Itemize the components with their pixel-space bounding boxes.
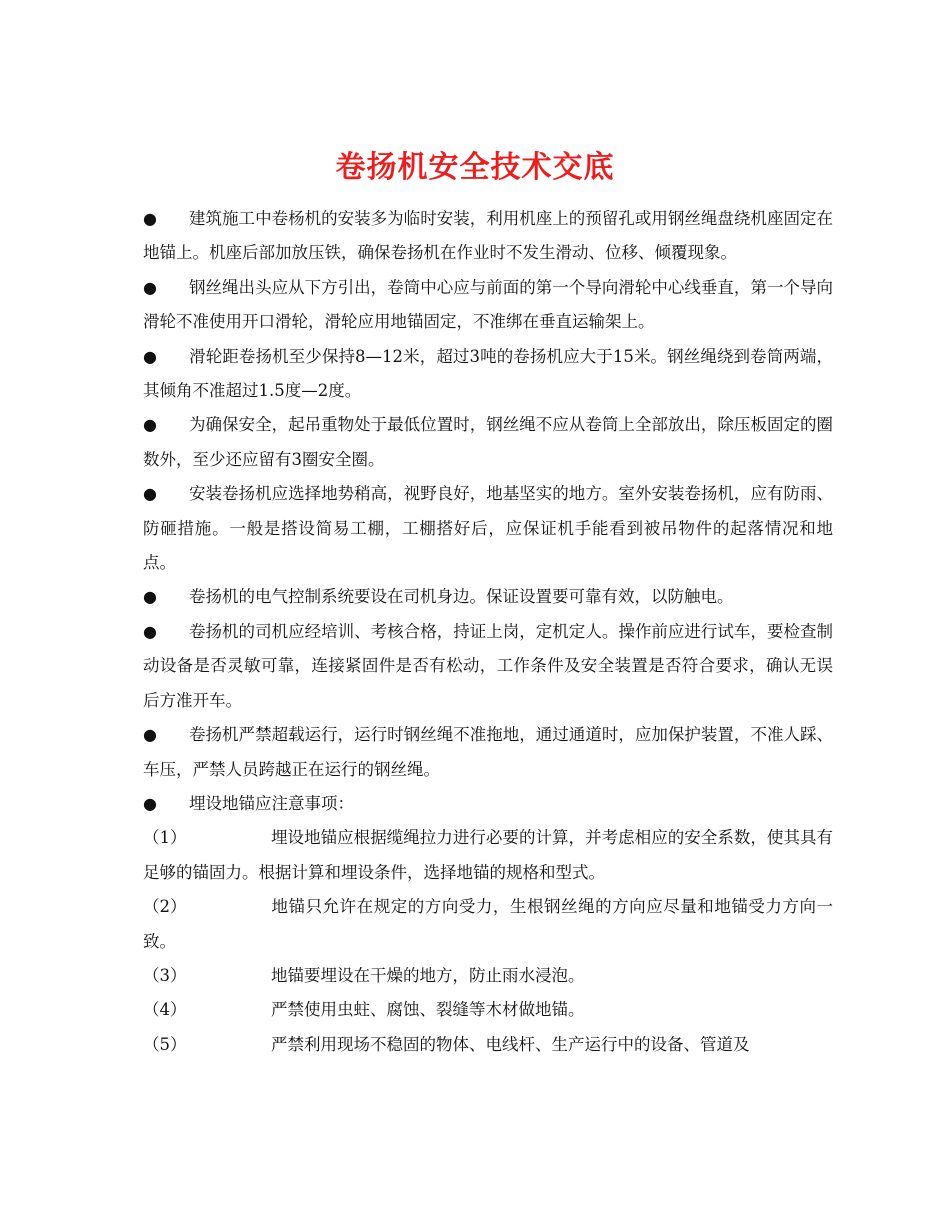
numbered-item [143, 1028, 833, 1062]
numbered-item [143, 890, 833, 959]
bullet-item [143, 271, 833, 340]
bullet-icon: ● [143, 277, 157, 297]
bullet-item [143, 340, 833, 409]
paragraph-text: 建筑施工中卷杨机的安装多为临时安装，利用机座上的预留孔或用钢丝绳盘绕机座固定在地锚上。机座后部加放压铁，确保卷扬机在作业时不发生滑动、位移、倾覆现象。 [143, 209, 833, 263]
item-number: （5） [143, 1034, 187, 1054]
bullet-icon: ● [143, 209, 157, 228]
item-number: （2） [143, 897, 187, 917]
bullet-icon: ● [143, 621, 157, 641]
bullet-item [143, 477, 833, 580]
bullet-icon: ● [143, 484, 157, 504]
paragraph-text: 卷扬机的司机应经培训、考核合格，持证上岗，定机定人。操作前应进行试车，要检查制动设备是否灵敏可靠，连接紧固件是否有松动，工作条件及安全装置是否符合要求，确认无误后方准开车。 [143, 621, 833, 710]
bullet-item [143, 787, 833, 821]
document-title: 卷扬机安全技术交底 [335, 150, 615, 186]
numbered-item [143, 993, 833, 1027]
bullet-icon: ● [143, 725, 157, 745]
paragraph-text: 地锚要埋设在干燥的地方，防止雨水浸泡。 [271, 965, 585, 985]
paragraph-text: 埋设地锚应根据缆绳拉力进行必要的计算，并考虑相应的安全系数，使其具有足够的锚固力。根据计算和埋设条件，选择地锚的规格和型式。 [143, 828, 833, 882]
numbered-item [143, 821, 833, 890]
bullet-item [143, 615, 833, 718]
bullet-icon: ● [143, 415, 157, 435]
bullet-item [143, 580, 833, 614]
bullet-item [143, 408, 833, 477]
bullet-item [143, 718, 833, 787]
paragraph-text: 为确保安全，起吊重物处于最低位置时，钢丝绳不应从卷筒上全部放出，除压板固定的圈数外，至少还应留有3圈安全圈。 [143, 415, 833, 469]
item-number: （1） [143, 828, 187, 848]
bullet-item [143, 202, 833, 271]
paragraph-text: 埋设地锚应注意事项： [189, 793, 354, 813]
paragraph-text: 钢丝绳出头应从下方引出，卷筒中心应与前面的第一个导向滑轮中心线垂直，第一个导向滑轮不准使用开口滑轮，滑轮应用地锚固定，不准绑在垂直运输架上。 [143, 277, 833, 332]
paragraph-text: 严禁使用虫蛀、腐蚀、裂缝等木材做地锚。 [271, 1000, 585, 1020]
document-body [143, 202, 833, 1062]
paragraph-text: 地锚只允许在规定的方向受力，生根钢丝绳的方向应尽量和地锚受力方向一致。 [143, 897, 833, 951]
item-number: （3） [143, 965, 187, 985]
paragraph-text: 严禁利用现场不稳固的物体、电线杆、生产运行中的设备、管道及 [271, 1034, 750, 1054]
paragraph-text: 卷扬机的电气控制系统要设在司机身边。保证设置要可靠有效，以防触电。 [189, 587, 734, 607]
bullet-icon: ● [143, 793, 157, 813]
numbered-item [143, 959, 833, 993]
paragraph-text: 卷扬机严禁超载运行，运行时钢丝绳不准拖地，通过通道时，应加保护装置，不准人踩、车压，严禁人员跨越正在运行的钢丝绳。 [143, 725, 833, 779]
bullet-icon: ● [143, 587, 157, 607]
item-number: （4） [143, 1000, 187, 1020]
bullet-icon: ● [143, 346, 157, 366]
paragraph-text: 安装卷扬机应选择地势稍高，视野良好，地基坚实的地方。室外安装卷扬机，应有防雨、防砸措施。一般是搭设简易工棚，工棚搭好后，应保证机手能看到被吊物件的起落情况和地点。 [143, 484, 833, 573]
paragraph-text: 滑轮距卷扬机至少保持8—12米，超过3吨的卷扬机应大于15米。钢丝绳绕到卷筒两端，其倾角不准超过1.5度—2度。 [143, 346, 833, 401]
